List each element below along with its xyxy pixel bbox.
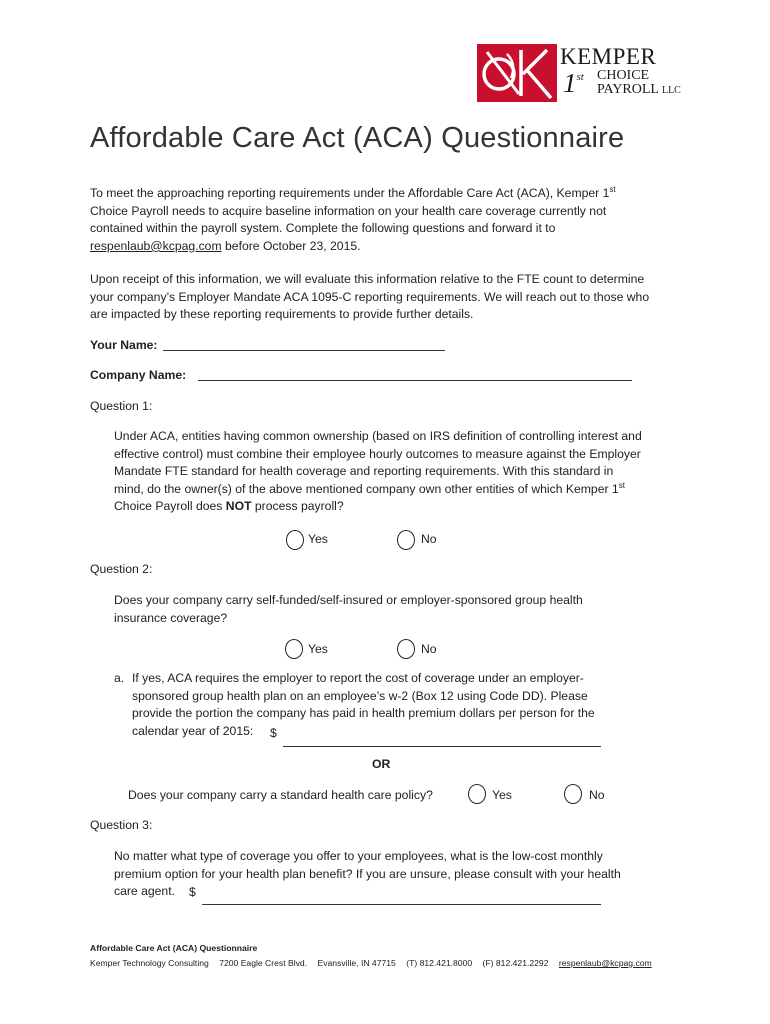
- intro-paragraph-2: Upon receipt of this information, we will evaluate this information relative to the FTE count to determine your company’s Employer Mandate ACA 1095-C reporting requirements. We will reach out to those who are impacted by these reporting requirements to provide further details.: [90, 272, 650, 322]
- footer-company: Kemper Technology Consulting: [90, 958, 209, 968]
- q3-amount-field[interactable]: [202, 904, 601, 905]
- logo-choice-text: CHOICE: [597, 68, 650, 83]
- question-2-text: Does your company carry self-funded/self-insured or employer-sponsored group health insurance coverage?: [114, 593, 583, 625]
- page-title: Affordable Care Act (ACA) Questionnaire: [90, 122, 625, 154]
- question-1-text: Under ACA, entities having common ownership (based on IRS definition of controlling interest and effective control) must combine their employee hourly outcomes to measure against the Employer Mandate FTE standard for health coverage and reporting requirements. With this standard in mind, do the owner(s) of the above mentioned company own other entities of which Kemper 1st Choice Payroll does NOT process payroll?: [114, 429, 642, 514]
- footer-fax: (F) 812.421.2292: [482, 958, 549, 968]
- question-2-label: Question 2:: [90, 562, 153, 576]
- or-separator: OR: [372, 757, 391, 771]
- standard-policy-text: Does your company carry a standard health care policy?: [128, 788, 433, 802]
- question-3-text: No matter what type of coverage you offer to your employees, what is the low-cost monthly premium option for your health plan benefit? If you are unsure, please consult with your health care agent.: [114, 849, 621, 899]
- q2-no-label: No: [421, 642, 437, 656]
- question-3-label: Question 3:: [90, 818, 153, 832]
- q2-a-dollar: $: [270, 726, 277, 740]
- footer-address: 7200 Eagle Crest Blvd.: [219, 958, 308, 968]
- footer-title: Affordable Care Act (ACA) Questionnaire: [90, 943, 258, 953]
- logo-kemper-text: KEMPER: [560, 44, 657, 69]
- company-logo: [477, 44, 687, 102]
- q1-yes-radio[interactable]: [286, 530, 304, 550]
- footer-email-link[interactable]: respenlaub@kcpag.com: [558, 958, 652, 968]
- q2-yes-label: Yes: [308, 642, 328, 656]
- intro-paragraph-1: To meet the approaching reporting requirements under the Affordable Care Act (ACA), Kemper 1st Choice Payroll needs to acquire baseline information on your health care coverage currently not contained within the payroll system. Complete the following questions and forward it to respenlaub@kcpag.com before October 23, 2015.: [90, 185, 616, 253]
- q2-a-marker: a.: [114, 671, 125, 685]
- q1-yes-label: Yes: [308, 532, 328, 546]
- logo-first-text: 1st: [563, 68, 584, 98]
- standard-yes-radio[interactable]: [468, 784, 486, 804]
- footer-contact-info: [90, 958, 660, 968]
- standard-no-radio[interactable]: [564, 784, 582, 804]
- email-link[interactable]: respenlaub@kcpag.com: [90, 238, 222, 253]
- standard-yes-label: Yes: [492, 788, 512, 802]
- company-name-label: Company Name:: [90, 368, 187, 382]
- your-name-label: Your Name:: [90, 338, 158, 352]
- q2-yes-radio[interactable]: [285, 639, 303, 659]
- standard-no-label: No: [589, 788, 605, 802]
- q2-no-radio[interactable]: [397, 639, 415, 659]
- question-1-label: Question 1:: [90, 399, 153, 413]
- footer-phone: (T) 812.421.8000: [406, 958, 473, 968]
- q1-no-radio[interactable]: [397, 530, 415, 550]
- q1-no-label: No: [421, 532, 437, 546]
- q3-dollar: $: [189, 885, 196, 899]
- company-name-field[interactable]: [198, 380, 632, 381]
- q2-a-text: If yes, ACA requires the employer to report the cost of coverage under an employer-sponsored group health plan on an employee’s w-2 (Box 12 using Code DD). Please provide the portion the company has paid in health premium dollars per person for the calendar year of 2015:: [132, 671, 595, 738]
- q2-a-amount-field[interactable]: [283, 746, 601, 747]
- kemper-logo-mark-icon: [477, 44, 557, 102]
- your-name-field[interactable]: [163, 350, 445, 351]
- footer-city: Evansville, IN 47715: [317, 958, 396, 968]
- logo-payroll-text: PAYROLL LLC: [597, 82, 681, 97]
